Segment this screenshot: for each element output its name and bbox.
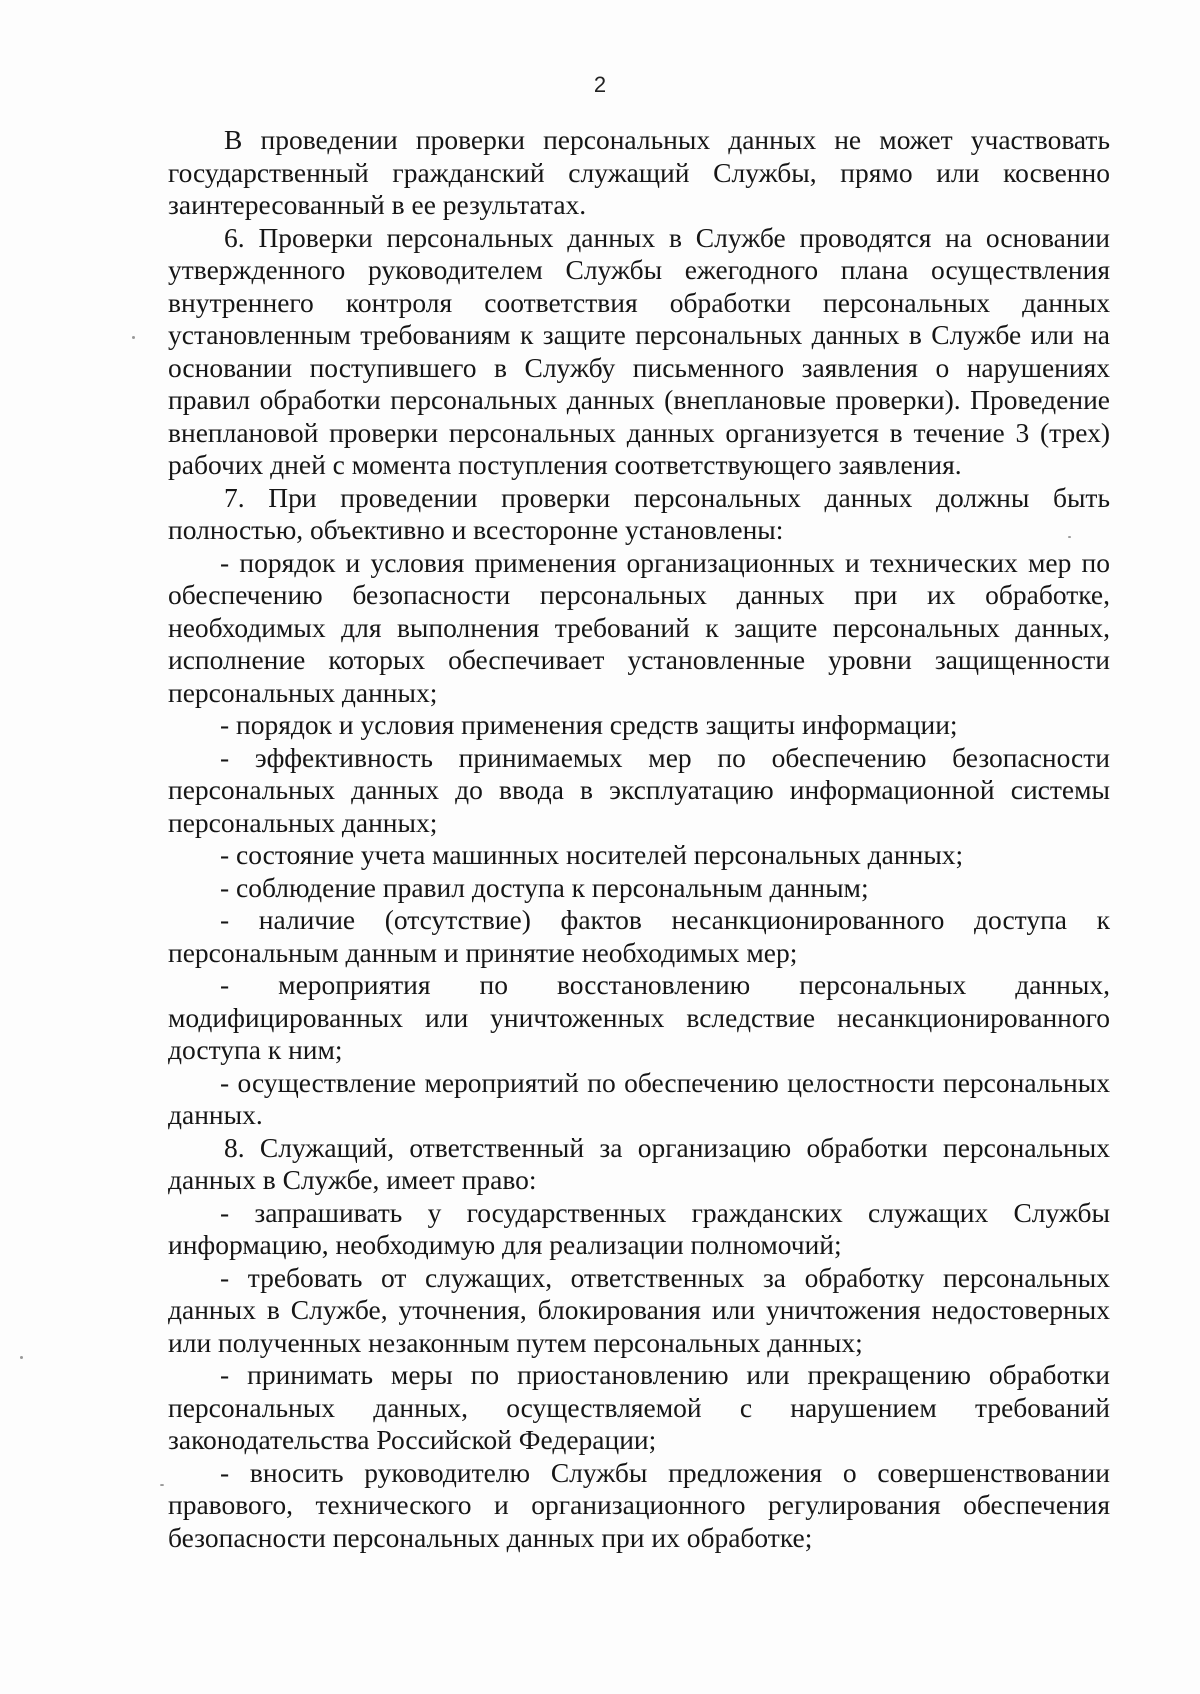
paragraph: 8. Служащий, ответственный за организацию обработки персональных данных в Службе, имеет право:: [168, 1131, 1110, 1195]
scan-speck: [1068, 536, 1071, 538]
list-item: - принимать меры по приостановлению или прекращению обработки персональных данных, осуществляемой с нарушением требований законодательства Российской Федерации;: [168, 1359, 1110, 1455]
list-item: - наличие (отсутствие) фактов несанкционированного доступа к персональным данным и принятие необходимых мер;: [168, 904, 1110, 968]
list-item: - мероприятия по восстановлению персональных данных, модифицированных или уничтоженных вследствие несанкционированного доступа к ним;: [168, 969, 1110, 1065]
page-number: 2: [593, 72, 607, 97]
document-body: [168, 124, 1110, 1554]
scan-speck: [160, 1484, 164, 1486]
scan-speck: [132, 336, 135, 339]
paragraph: 6. Проверки персональных данных в Службе проводятся на основании утвержденного руководителем Службы ежегодного плана осуществления внутреннего контроля соответствия обработки персональных данных установленным требованиям к защите персональных данных в Службе или на основании поступившего в Службу письменного заявления о нарушениях правил обработки персональных данных (внеплановые проверки). Проведение внеплановой проверки персональных данных организуется в течение 3 (трех) рабочих дней с момента поступления соответствующего заявления.: [168, 221, 1110, 480]
paragraph: 7. При проведении проверки персональных данных должны быть полностью, объективно и всесторонне установлены:: [168, 481, 1110, 545]
list-item: - соблюдение правил доступа к персональным данным;: [220, 871, 869, 903]
list-item: - порядок и условия применения организационных и технических мер по обеспечению безопасности персональных данных при их обработке, необходимых для выполнения требований к защите персональных данных, исполнение которых обеспечивает установленные уровни защищенности персональных данных;: [168, 546, 1110, 708]
list-item: - порядок и условия применения средств защиты информации;: [220, 709, 958, 740]
list-item: - эффективность принимаемых мер по обеспечению безопасности персональных данных до ввода в эксплуатацию информационной системы персональных данных;: [168, 741, 1110, 838]
scan-speck: [20, 1356, 23, 1359]
paragraph: В проведении проверки персональных данных не может участвовать государственный гражданский служащий Службы, прямо или косвенно заинтересованный в ее результатах.: [168, 124, 1110, 220]
list-item: - осуществление мероприятий по обеспечению целостности персональных данных.: [168, 1066, 1110, 1130]
list-item: - требовать от служащих, ответственных за обработку персональных данных в Службе, уточнения, блокирования или уничтожения недостоверных или полученных незаконным путем персональных данных;: [168, 1261, 1110, 1358]
list-item: - запрашивать у государственных гражданских служащих Службы информацию, необходимую для реализации полномочий;: [168, 1196, 1110, 1260]
list-item: - состояние учета машинных носителей персональных данных;: [220, 839, 964, 870]
list-item: - вносить руководителю Службы предложения о совершенствовании правового, технического и организационного регулирования обеспечения безопасности персональных данных при их обработке;: [168, 1456, 1110, 1553]
